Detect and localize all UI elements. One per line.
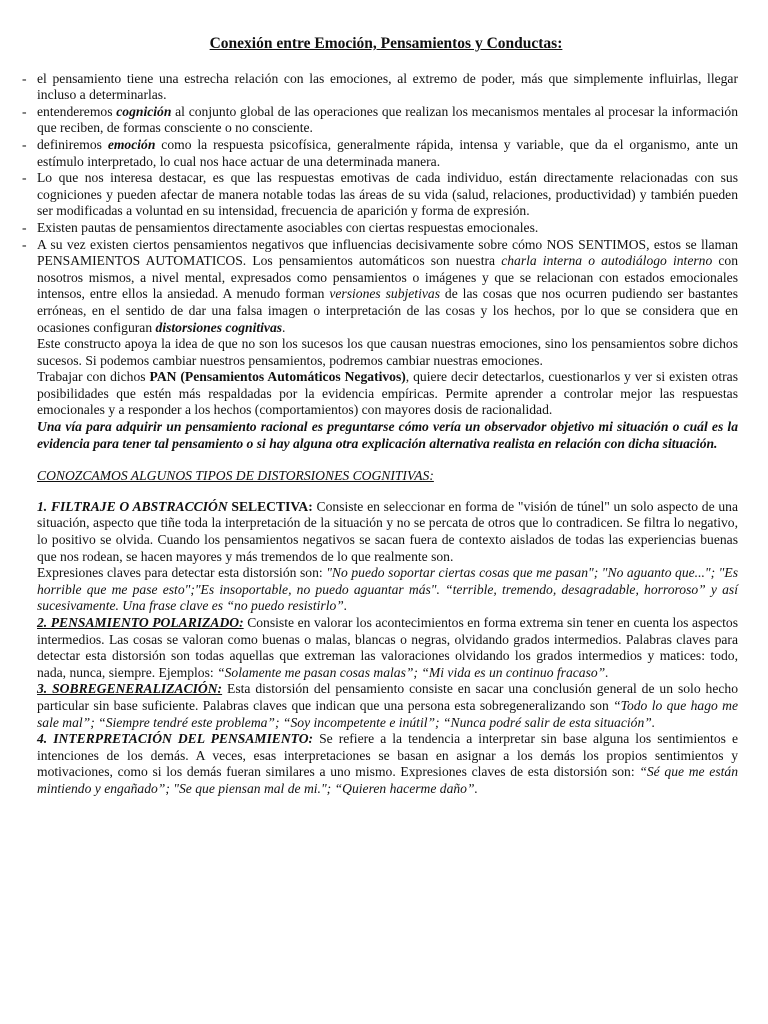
term-emocion: emoción	[107, 136, 156, 152]
section-heading: CONOZCAMOS ALGUNOS TIPOS DE DISTORSIONES COGNITIVAS:	[37, 468, 434, 484]
distortion-item-3	[37, 681, 738, 731]
distortion-title: SELECTIVA:	[231, 498, 313, 514]
bullet-text: el pensamiento tiene una estrecha relación con las emociones, al extremo de poder, más que simplemente influirlas, llegar incluso a determinarlas.	[37, 70, 738, 103]
distortion-examples: "No puedo soportar ciertas cosas que me pasan"; "No aguanto que..."; "Es horrible que me pase esto";"Es insoportable, no puedo aguantar más". “terrible, tremendo, desagradable, horroroso” y así sucesivamente. Una frase clave es “no puedo resistirlo”.	[37, 565, 738, 614]
term-charla-interna: charla interna o autodiálogo interno	[501, 253, 713, 269]
distortion-title: 4. INTERPRETACIÓN DEL PENSAMIENTO:	[37, 731, 314, 747]
paragraph-highlight: Una vía para adquirir un pensamiento racional es preguntarse cómo vería un observador objetivo mi situación o cuál es la evidencia para tener tal pensamiento o si hay alguna otra explicación alternativa realista en relación con dicha situación.	[37, 419, 738, 451]
bullet-text: Lo que nos interesa destacar, es que las respuestas emotivas de cada individuo, están directamente relacionadas con sus cogniciones y pueden afectar de manera notable todas las áreas de su vida (salud, relaciones, productividad) y también pueden ser modificadas a voluntad en su intensidad, frecuencia de aparición y forma de expresión.	[37, 170, 738, 219]
bullet-text: al conjunto global de las operaciones que realizan los mecanismos mentales al procesar la información que reciben, de formas consciente o no consciente.	[37, 103, 739, 136]
distortion-text: Esta distorsión del pensamiento consiste en sacar una conclusión general de un solo hecho particular sin base suficiente. Palabras claves que indican que una persona esta sobregeneralizando son	[37, 681, 738, 713]
bullet-text: Existen pautas de pensamientos directamente asociables con ciertas respuestas emocionales.	[37, 219, 539, 235]
distortion-examples: “Todo lo que hago me sale mal”; “Siempre tendré este problema”; “Soy incompetente e inútil”; “Nunca podré salir de esta situación”.	[37, 697, 738, 730]
distortion-title: 3. SOBREGENERALIZACIÓN:	[37, 681, 223, 697]
distortion-item-4	[37, 731, 738, 797]
distortion-title: 2. PENSAMIENTO POLARIZADO:	[37, 615, 244, 630]
distortion-item-2	[37, 615, 738, 681]
bullet-text: A su vez existen ciertos pensamientos negativos que influencias decisivamente sobre cómo NOS SENTIMOS, estos se llaman PENSAMIENTOS AUTOMATICOS. Los pensamientos automáticos son nuestra	[37, 236, 738, 269]
bullet-item: - definiremos emoción como la respuesta psicofísica, generalmente rápida, intensa y variable, que da el organismo, ante un estímulo interpretado, lo cual nos hace actuar de una determinada manera.	[22, 136, 738, 169]
bullet-item: - A su vez existen ciertos pensamientos negativos que influencias decisivamente sobre cómo NOS SENTIMOS, estos se llaman PENSAMIENTOS AUTOMATICOS. Los pensamientos automáticos son nuestra charla interna o autodiálogo interno con nosotros mismos, a nivel mental, expresados como pensamientos o imágenes y que se relacionan con estados emocionales intensos, entre ellos la ansiedad. A menudo forman versiones subjetivas de las cosas que nos ocurren pudiendo ser bastantes erróneas, en el sentido de dar una falsa imagen o interpretación de las cosas y los hechos, por lo que se considera que en ocasiones configuran distorsiones cognitivas.	[22, 236, 739, 335]
distortion-text: Consiste en valorar los acontecimientos en forma extrema sin tener en cuenta los aspectos intermedios. Las cosas se valoran como buenas o malas, blancas o negras, olvidando grados intermedios. Palabras claves para detectar esta distorsión son todas aquellas que extreman las valoraciones olvidando los grados intermedios y matices: todo, nada, nunca, siempre. Ejemplos:	[37, 615, 739, 680]
distortion-text: Expresiones claves para detectar esta distorsión son:	[37, 565, 327, 581]
paragraph-constructo: Este constructo apoya la idea de que no son los sucesos los que causan nuestras emociones, sino los pensamientos sobre dichos sucesos. Si podemos cambiar nuestros pensamientos, podremos cambiar nuestras emociones.	[37, 336, 738, 368]
term-versiones-subjetivas: versiones subjetivas	[329, 286, 440, 302]
bullet-text: .	[282, 319, 286, 335]
term-cognicion: cognición	[116, 103, 172, 119]
bullet-item: - el pensamiento tiene una estrecha relación con las emociones, al extremo de poder, más que simplemente influirlas, llegar incluso a determinarlas.	[22, 70, 738, 103]
bullet-text: definiremos	[37, 136, 108, 152]
bullet-item: - entenderemos cognición al conjunto global de las operaciones que realizan los mecanismos mentales al procesar la información que reciben, de formas consciente o no consciente.	[22, 103, 739, 136]
paragraph-text: , quiere decir detectarlos, cuestionarlos y ver si existen otras posibilidades que estén más respaldadas por la evidencia empíricas. Permite aprender a controlar mejor las respuestas emocionales y a responder a los hechos (comportamientos) con mayores dosis de racionalidad.	[37, 369, 738, 418]
distortion-expressions	[37, 565, 738, 615]
distortion-text: Se refiere a la tendencia a interpretar sin base alguna los sentimientos e intenciones de los demás. A veces, esas interpretaciones se basan en asignar a los demás los propios sentimientos y motivaciones, como si los demás fueran similares a uno mismo. Expresiones claves de esta distorsión son:	[37, 731, 738, 780]
bullet-text: como la respuesta psicofísica, generalmente rápida, intensa y variable, que da el organismo, ante un estímulo interpretado, lo cual nos hace actuar de una determinada manera.	[37, 136, 738, 169]
distortion-text: Consiste en seleccionar en forma de "visión de túnel" un solo aspecto de una situación, aspecto que tiñe toda la interpretación de la situación y no se percata de otros que lo contradicen. Se filtra lo negativo, lo positivo se olvida. Cuando los pensamientos negativos se sacan fuera de contexto aislados de todas las experiencias buenas que nos rodean, se hacen mayores y más tremendos de lo que realmente son.	[37, 498, 738, 564]
bullet-text: de las cosas que nos ocurren pudiendo ser bastantes erróneas, en el sentido de dar una falsa imagen o interpretación de las cosas y los hechos, por lo que se considera que en ocasiones configuran	[37, 286, 738, 335]
distortion-examples: “Sé que me están mintiendo y engañado”; "Se que piensan mal de mi."; “Quieren hacerme daño”.	[37, 764, 738, 796]
bullet-text: entenderemos	[37, 103, 117, 119]
term-pan: PAN (Pensamientos Automáticos Negativos)	[149, 369, 406, 385]
distortion-title: 1. FILTRAJE O ABSTRACCIÓN	[37, 498, 232, 514]
page-title: Conexión entre Emoción, Pensamientos y Conductas:	[209, 35, 563, 52]
paragraph-text: Trabajar con dichos	[37, 369, 150, 385]
distortion-examples: “Solamente me pasan cosas malas”; “Mi vida es un continuo fracaso”.	[217, 664, 609, 680]
distortion-item-1	[37, 499, 738, 565]
bullet-text: con nosotros mismos, a nivel mental, expresados como pensamientos o imágenes y que se relacionan con estados emocionales intensos, entre ellos la ansiedad. A menudo forman	[37, 253, 739, 302]
term-distorsiones-cognitivas: distorsiones cognitivas	[155, 319, 283, 335]
bullet-item: - Existen pautas de pensamientos directamente asociables con ciertas respuestas emocionales.	[22, 219, 539, 235]
paragraph-pan	[22, 369, 738, 419]
intro-bullet-list	[22, 71, 738, 337]
bullet-item: - Lo que nos interesa destacar, es que las respuestas emotivas de cada individuo, están directamente relacionadas con sus cogniciones y pueden afectar de manera notable todas las áreas de su vida (salud, relaciones, productividad) y también pueden ser modificadas a voluntad en su intensidad, frecuencia de aparición y forma de expresión.	[22, 170, 738, 219]
